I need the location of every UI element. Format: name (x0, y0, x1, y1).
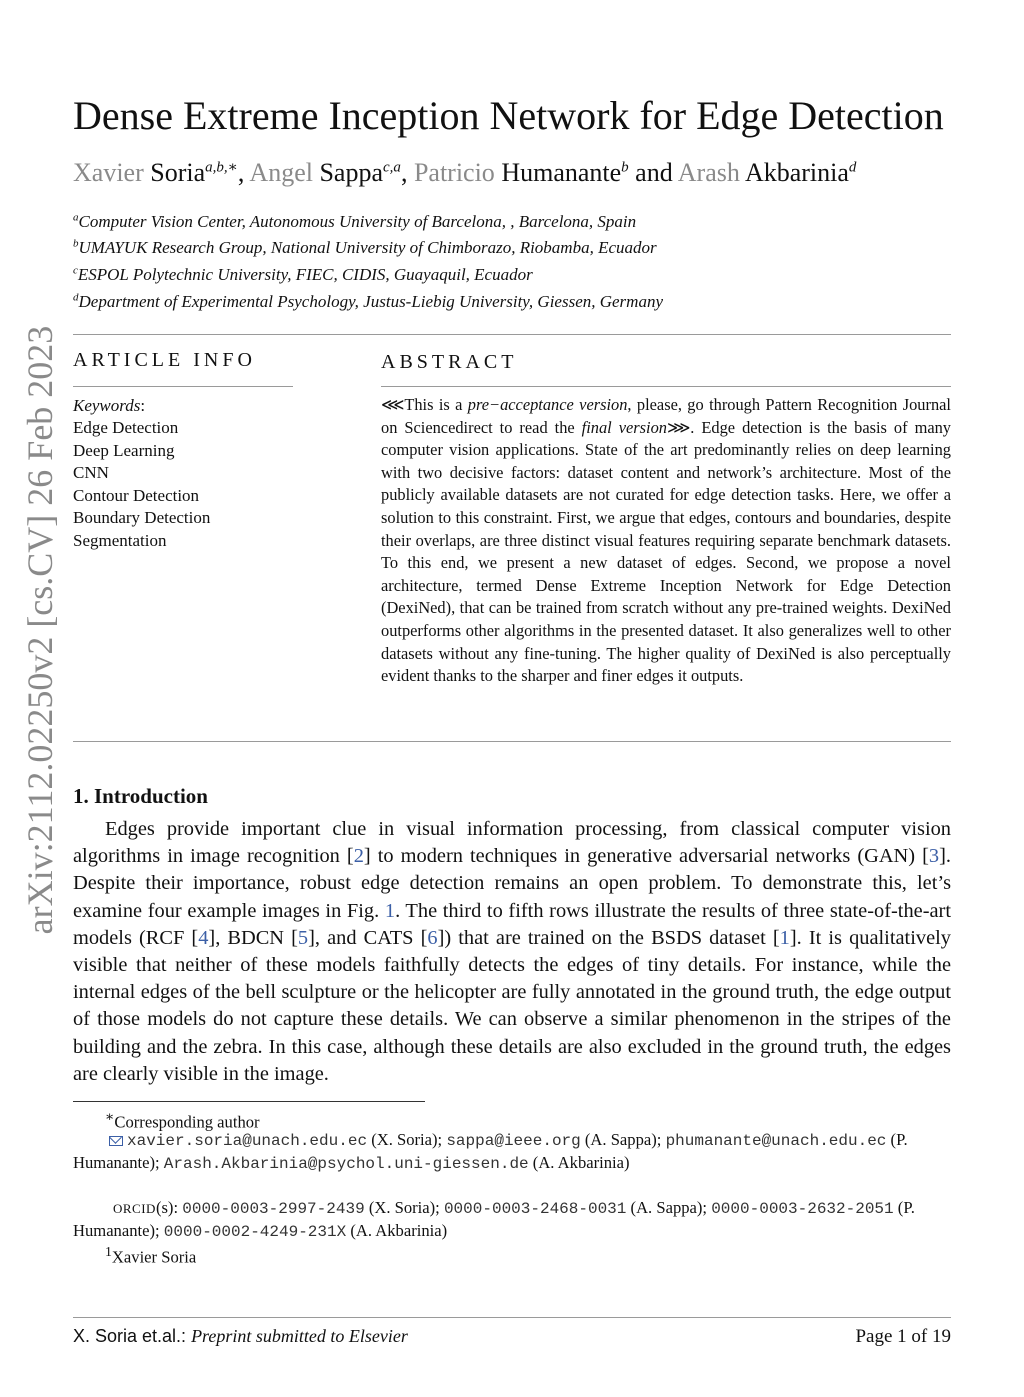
email-link[interactable]: phumanante@unach.edu.ec (665, 1132, 887, 1150)
keyword: Contour Detection (73, 486, 200, 505)
citation-link[interactable]: 5 (297, 926, 309, 949)
orcid-link[interactable]: 0000-0003-2997-2439 (182, 1200, 365, 1218)
paper-title: Dense Extreme Inception Network for Edge Detection (73, 93, 944, 138)
footer-citation: X. Soria et.al.: Preprint submitted to Elsevier (73, 1326, 408, 1346)
citation-link[interactable]: 2 (353, 845, 364, 868)
section-heading-introduction: 1. Introduction (73, 784, 208, 808)
email-link[interactable]: Arash.Akbarinia@psychol.uni-giessen.de (163, 1155, 529, 1173)
affiliation: $^c$ESPOL Polytechnic University, FIEC, CIDIS, Guayaquil, Ecuador (73, 264, 533, 284)
divider (381, 386, 951, 387)
affiliation: $^b$UMAYUK Research Group, National University of Chimborazo, Riobamba, Ecuador (73, 237, 657, 257)
keyword: CNN (73, 463, 109, 482)
keyword: Deep Learning (73, 441, 175, 460)
orcid-link[interactable]: 0000-0002-4249-231X (163, 1223, 347, 1241)
author: Arash Akbarinia$^d$ (677, 158, 857, 187)
page-number: Page 1 of 19 (855, 1326, 951, 1347)
citation-link[interactable]: 1 (779, 926, 790, 949)
email-link[interactable]: xavier.soria@unach.edu.ec (127, 1132, 368, 1150)
envelope-icon (109, 1136, 123, 1146)
divider (73, 741, 951, 742)
email-link[interactable]: sappa@ieee.org (446, 1132, 581, 1150)
divider (73, 386, 293, 387)
orcid-link[interactable]: 0000-0003-2632-2051 (711, 1200, 894, 1218)
keyword: Segmentation (73, 531, 167, 550)
footnote-1: $^1$Xavier Soria (105, 1244, 197, 1267)
affiliation: $^a$Computer Vision Center, Autonomous University of Barcelona, , Barcelona, Spain (73, 211, 637, 231)
abstract-heading: ABSTRACT (381, 351, 518, 373)
citation-link[interactable]: 3 (928, 845, 940, 868)
footnote-emails: xavier.soria@unach.edu.ec (X. Soria); sappa@ieee.org (A. Sappa); phumanante@unach.edu.ec (P. Humanante); Arash.Akbarinia@psychol.uni-giessen.de (A. Akbarinia) (73, 1130, 908, 1173)
keyword: Boundary Detection (73, 508, 211, 527)
figure-link[interactable]: 1 (384, 899, 396, 922)
orcid-link[interactable]: 0000-0003-2468-0031 (443, 1200, 627, 1218)
footer-divider (73, 1317, 951, 1318)
citation-link[interactable]: 6 (427, 926, 438, 949)
introduction-paragraph: Edges provide important clue in visual information processing, from classical computer vision algorithms in image recognition [2] to modern techniques in generative adversarial networks (GAN) [3]. Despite their importance, robust edge detection remains an open problem. To demonstrate this, let’s examine four example images in Fig. 1. The third to fifth rows illustrate the results of three state-of-the-art models (RCF [4], BDCN [5], and CATS [6]) that are trained on the BSDS dataset [1]. It is qualitatively visible that neither of these models faithfully detects the edges of tiny details. For instance, while the internal edges of the bell sculpture or the helicopter are fully annotated in the ground truth, the edge output of those models do not capture these details. We can observe a similar phenomenon in the stripes of the building and the zebra. In this case, although these details are also excluded in the ground truth, the edges are clearly visible in the image. (73, 818, 952, 1085)
affiliation: $^d$Department of Experimental Psychology, Justus-Liebig University, Giessen, Germany (73, 291, 663, 311)
author: Xavier Soria$^{a,b,∗}$, (73, 158, 250, 187)
footnote-divider (73, 1101, 425, 1102)
footnote-corresponding: ∗Corresponding author (105, 1109, 260, 1132)
keywords-label: Keywords: (73, 396, 146, 415)
divider (73, 334, 951, 335)
author: Patricio Humanante$^b$ and (413, 158, 678, 187)
author-list (73, 156, 856, 190)
article-info-heading: ARTICLE INFO (73, 349, 256, 371)
abstract-body: ⋘This is a pre−acceptance version, please, go through Pattern Recognition Journal on Sciencedirect to read the final version⋙. Edge detection is the basis of many computer vision applications. State of the art predominantly relies on deep learning with two decisive factors: dataset content and network’s architecture. Most of the publicly available datasets are not curated for edge detection tasks. Here, we offer a solution to this constraint. First, we argue that edges, contours and boundaries, despite their overlaps, are three distinct visual features requiring separate benchmark datasets. To this end, we present a new dataset of edges. Second, we propose a novel architecture, termed Dense Extreme Inception Network for Edge Detection (DexiNed), that can be trained from scratch without any pre-trained weights. DexiNed outperforms other algorithms in the presented dataset. It also generalizes well to other datasets without any fine-tuning. The higher quality of DexiNed is also perceptually evident thanks to the sharper and finer edges it outputs. (381, 395, 951, 686)
author: Angel Sappa$^{c,a}$, (249, 158, 414, 187)
arxiv-side-stamp: arXiv:2112.02250v2 [cs.CV] 26 Feb 2023 (20, 325, 60, 935)
keyword: Edge Detection (73, 418, 179, 437)
citation-link[interactable]: 4 (198, 926, 209, 949)
footnote-orcids: ORCID(s): 0000-0003-2997-2439 (X. Soria); 0000-0003-2468-0031 (A. Sappa); 0000-0003-2632-2051 (P. Humanante); 0000-0002-4249-231X (A. Akbarinia) (73, 1198, 915, 1241)
